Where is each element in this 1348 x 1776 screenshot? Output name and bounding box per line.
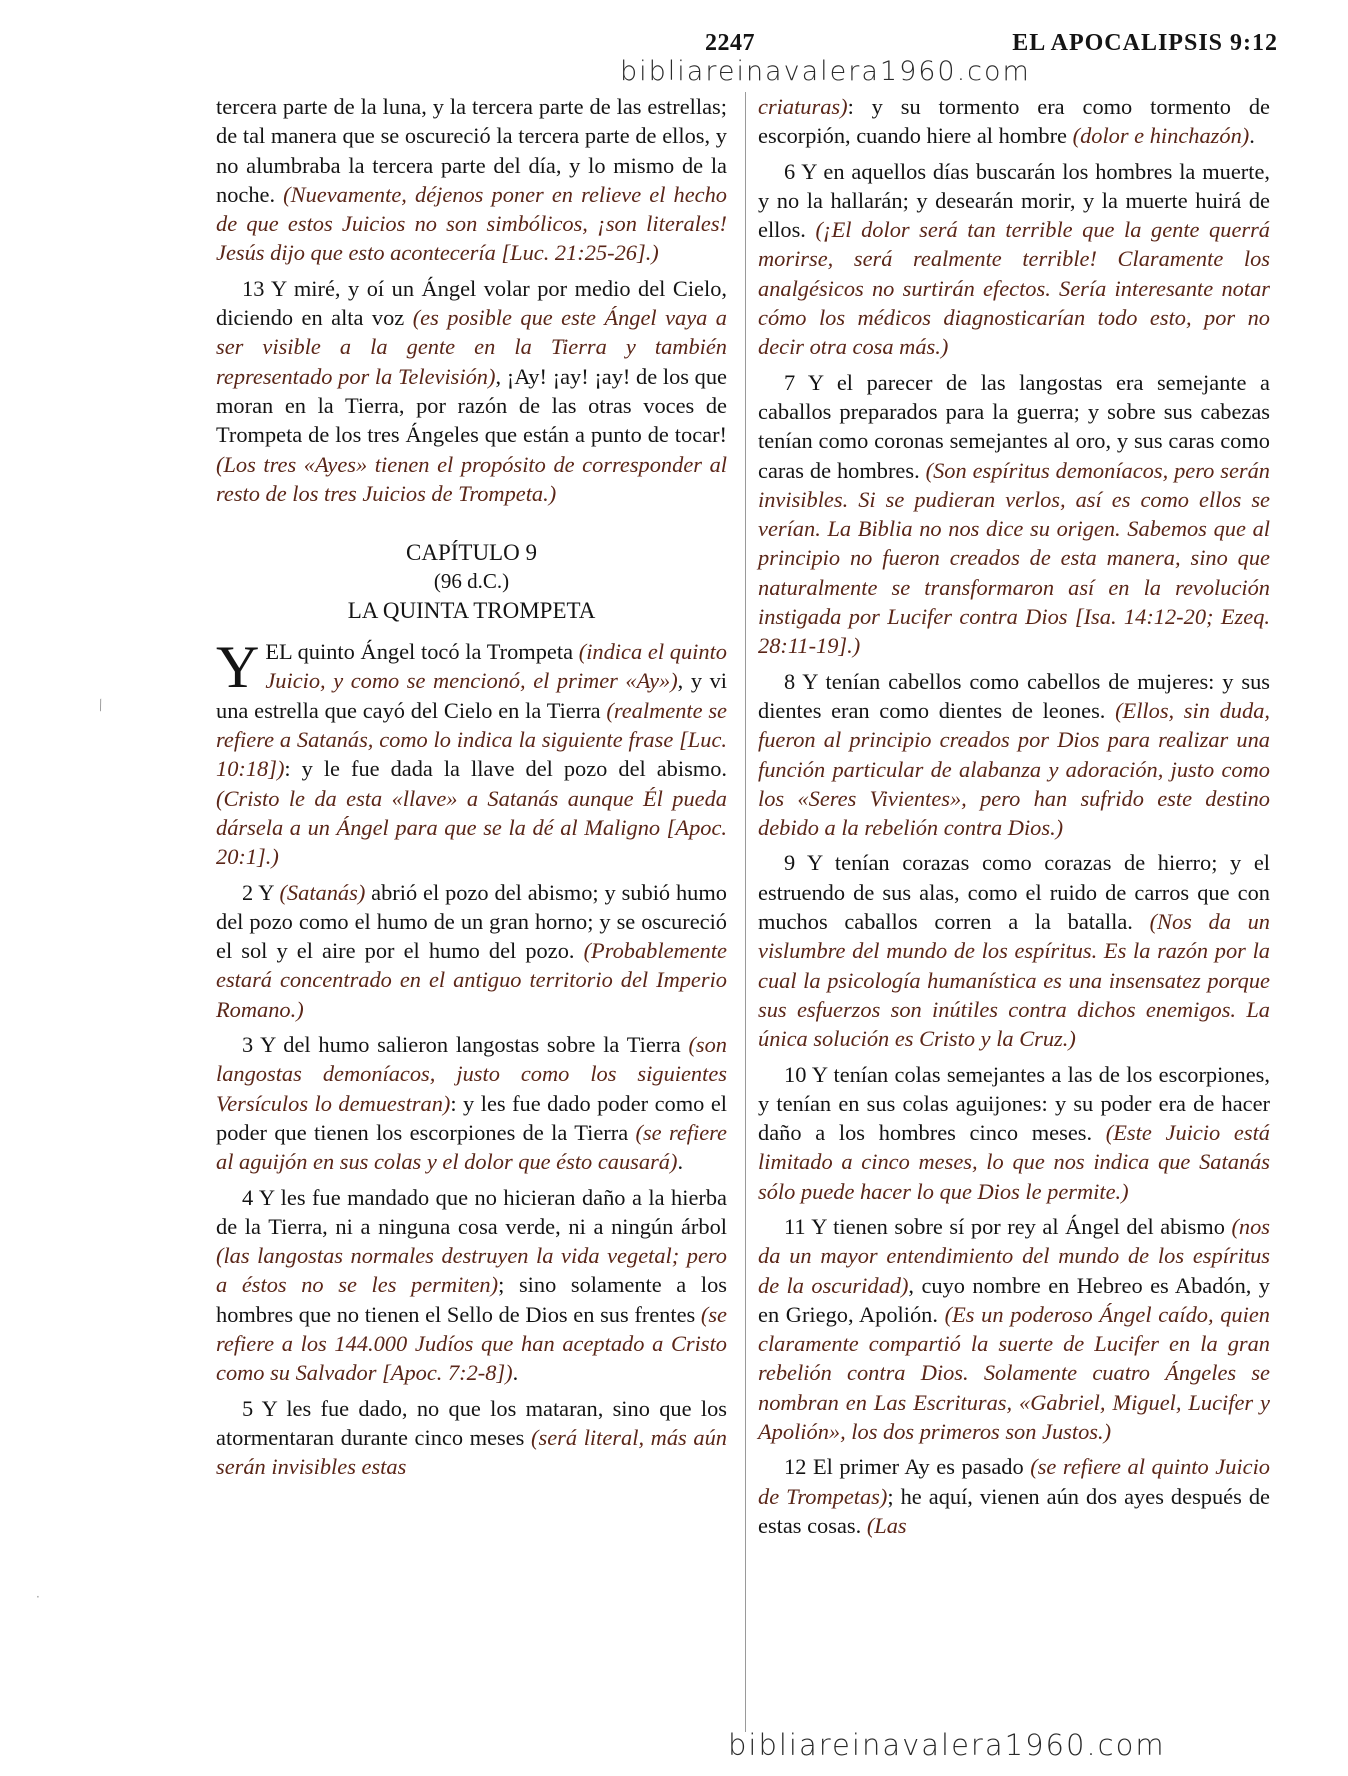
commentary: (indica el quinto Juicio, y como se mencionó, el primer «Ay»): [265, 639, 727, 694]
commentary: (Son espíritus demoníacos, pero serán invisibles. Si se pudieran verlos, así es como ellos se verían. La Biblia no nos dice su origen. Sabemos que al principio no fueron creados de esta manera, sino que naturalmente se transformaron así en la revolución instigada por Lucifer contra Dios [Isa. 14:12-20; Ezeq. 28:11-19].): [758, 457, 1270, 659]
verse-7: [758, 368, 1270, 661]
verse-text: ; sino solamente a los hombres que no tienen el Sello de Dios en sus frentes: [216, 1272, 727, 1327]
commentary: (son langostas demoníacos, justo como los siguientes Versículos lo demuestran): [216, 1032, 727, 1116]
verse-text: abrió el pozo del abismo; y subió humo del pozo como el humo de un gran horno; y se oscureció el sol y el aire por el humo del pozo.: [216, 879, 727, 964]
commentary: (Los tres «Ayes» tienen el propósito de corresponder al resto de los tres Juicios de Trompeta.): [216, 451, 727, 506]
verse-4: [216, 1183, 727, 1388]
commentary: (realmente se refiere a Satanás, como lo indica la siguiente frase [Luc. 10:18]): [216, 697, 727, 782]
commentary: (nos da un mayor entendimiento del mundo de los espíritus de la oscuridad): [758, 1213, 1270, 1298]
scan-mark: ⁄: [96, 698, 107, 714]
verse-text: 5 Y les fue dado, no que los mataran, sino que los atormentaran durante cinco meses: [216, 1395, 727, 1450]
drop-cap: Y: [216, 634, 260, 701]
verse-text: , y vi una estrella que cayó del Cielo en la Tierra: [216, 668, 728, 723]
verse-10: [758, 1060, 1270, 1206]
chapter-heading: [216, 538, 727, 625]
verse-5: [216, 1394, 727, 1482]
left-column: [216, 92, 727, 1487]
verse-text: 9 Y tenían corazas como corazas de hierro; y el estruendo de sus alas, como el ruido de carros que con muchos caballos corren a la batalla.: [758, 850, 1270, 935]
verse-text: , ¡Ay! ¡ay! ¡ay! de los que moran en la Tierra, por razón de las otras voces de Trompeta de los tres Ángeles que están a punto de tocar!: [216, 363, 727, 448]
verse-text: 2 Y: [242, 879, 280, 905]
commentary: (Es un poderoso Ángel caído, quien claramente compartió la suerte de Lucifer en la gran rebelión contra Dios. Solamente cuatro Ángeles se nombran en Las Escrituras, «Gabriel, Miguel, Lucifer y Apolión», los dos primeros son Justos.): [758, 1301, 1270, 1445]
commentary: (Cristo le da esta «llave» a Satanás aunque Él pueda dársela a un Ángel para que se la dé al Maligno [Apoc. 20:1].): [216, 785, 727, 870]
verse-11: [758, 1212, 1270, 1446]
commentary: (Probablemente estará concentrado en el antiguo territorio del Imperio Romano.): [216, 938, 727, 1022]
verse-text: : y su tormento era como tormento de escorpión, cuando hiere al hombre: [758, 94, 1270, 149]
verse-text: 11 Y tienen sobre sí por rey al Ángel del abismo: [784, 1213, 1232, 1239]
verse-text: 10 Y tenían colas semejantes a las de los escorpiones, y tenían en sus colas aguijones: y su poder era de hacer daño a los hombres cinco meses.: [758, 1061, 1270, 1146]
verse-6: [758, 157, 1270, 362]
column-divider: [745, 92, 746, 1732]
commentary: criaturas): [758, 94, 848, 119]
verse-text: , cuyo nombre en Hebreo es Abadón, y en Griego, Apolión.: [758, 1272, 1271, 1327]
commentary: (Este Juicio está limitado a cinco meses, lo que nos indica que Satanás sólo puede hacer lo que Dios le permite.): [758, 1120, 1271, 1204]
verse-text: tercera parte de la luna, y la tercera parte de las estrellas; de tal manera que se oscureció la tercera parte de ellos, y no alumbraba la tercera parte del día, y lo mismo de la noche.: [216, 94, 727, 207]
verse-text: .: [1249, 123, 1255, 149]
verse-2: [216, 878, 727, 1024]
commentary: (es posible que este Ángel vaya a ser visible a la gente en la Tierra y también representado por la Televisión): [216, 305, 727, 389]
verse-text: 12 El primer Ay es pasado: [784, 1454, 1031, 1480]
verse-text: 4 Y les fue mandado que no hicieran daño a la hierba de la Tierra, ni a ninguna cosa verde, ni a ningún árbol: [216, 1184, 727, 1239]
commentary: (Nuevamente, déjenos poner en relieve el hecho de que estos Juicios no son simbólicos, ¡son literales! Jesús dijo que esto acontecería [Luc. 21:25-26].): [216, 181, 727, 266]
right-column: [758, 92, 1270, 1546]
running-head: EL APOCALIPSIS 9:12: [1012, 30, 1278, 56]
commentary: (Satanás): [279, 879, 366, 905]
verse-1: [216, 634, 728, 871]
verse-8: [758, 667, 1270, 843]
watermark-top: bibliareinavalera1960.com: [620, 56, 1031, 87]
watermark-bottom: bibliareinavalera1960.com: [728, 1728, 1166, 1762]
verse-text: 3 Y del humo salieron langostas sobre la Tierra: [242, 1032, 689, 1058]
commentary: (¡El dolor será tan terrible que la gente querrá morirse, será realmente terrible! Claramente los analgésicos no surtirán efectos. Sería interesante notar cómo los médicos diagnosticarían todo esto, por no decir otra cosa más.): [758, 217, 1271, 360]
verse-5-continued: [758, 92, 1270, 151]
verse-text: ; he aquí, vienen aún dos ayes después de estas cosas.: [758, 1483, 1270, 1538]
verse-text: EL quinto Ángel tocó la Trompeta: [265, 639, 579, 665]
chapter-date: (96 d.C.): [433, 569, 510, 594]
paragraph: [216, 92, 727, 268]
verse-text: : y les fue dado poder como el poder que tienen los escorpiones de la Tierra: [216, 1090, 727, 1145]
chapter-subtitle: LA QUINTA TROMPETA: [347, 598, 596, 624]
verse-3: [216, 1030, 727, 1176]
verse-text: 8 Y tenían cabellos como cabellos de mujeres: y sus dientes eran como dientes de leones.: [758, 668, 1270, 723]
verse-text: : y le fue dada la llave del pozo del abismo.: [284, 756, 727, 782]
commentary: (se refiere al aguijón en sus colas y el dolor que ésto causará): [216, 1119, 727, 1175]
commentary: (dolor e hinchazón): [1072, 123, 1250, 149]
verse-12: [758, 1452, 1270, 1540]
commentary: (será literal, más aún serán invisibles estas: [216, 1424, 727, 1480]
commentary: (las langostas normales destruyen la vida vegetal; pero a éstos no se les permiten): [216, 1243, 727, 1298]
verse-9: [758, 848, 1270, 1053]
verse-text: .: [512, 1360, 519, 1386]
commentary: (se refiere al quinto Juicio de Trompetas): [758, 1454, 1270, 1509]
commentary: (Las: [866, 1512, 907, 1538]
verse-text: 6 Y en aquellos días buscarán los hombres la muerte, y no la hallarán; y desearán morir, y la muerte huirá de ellos.: [758, 158, 1270, 243]
commentary: (se refiere a los 144.000 Judíos que han aceptado a Cristo como su Salvador [Apoc. 7:2-8]): [216, 1301, 727, 1386]
verse-13: [216, 274, 727, 508]
verse-text: .: [677, 1149, 684, 1175]
chapter-title: CAPÍTULO 9: [406, 540, 537, 566]
commentary: (Nos da un vislumbre del mundo de los espíritus. Es la razón por la cual la psicología humanística es una insensatez porque sus esfuerzos son inútiles contra dichos enemigos. La única solución es Cristo y la Cruz.): [758, 909, 1270, 1052]
commentary: (Ellos, sin duda, fueron al principio creados por Dios para realizar una función particular de alabanza y adoración, justo como los «Seres Vivientes», pero han sufrido este destino debido a la rebelión contra Dios.): [758, 697, 1270, 841]
scan-mark: ·: [36, 1590, 40, 1604]
verse-text: 13 Y miré, y oí un Ángel volar por medio del Cielo, diciendo en alta voz: [216, 275, 727, 331]
page-number: 2247: [705, 30, 755, 56]
verse-text: 7 Y el parecer de las langostas era semejante a caballos preparados para la guerra; y sobre sus cabezas tenían como coronas semejantes al oro, y sus caras como caras de hombres.: [758, 369, 1270, 483]
